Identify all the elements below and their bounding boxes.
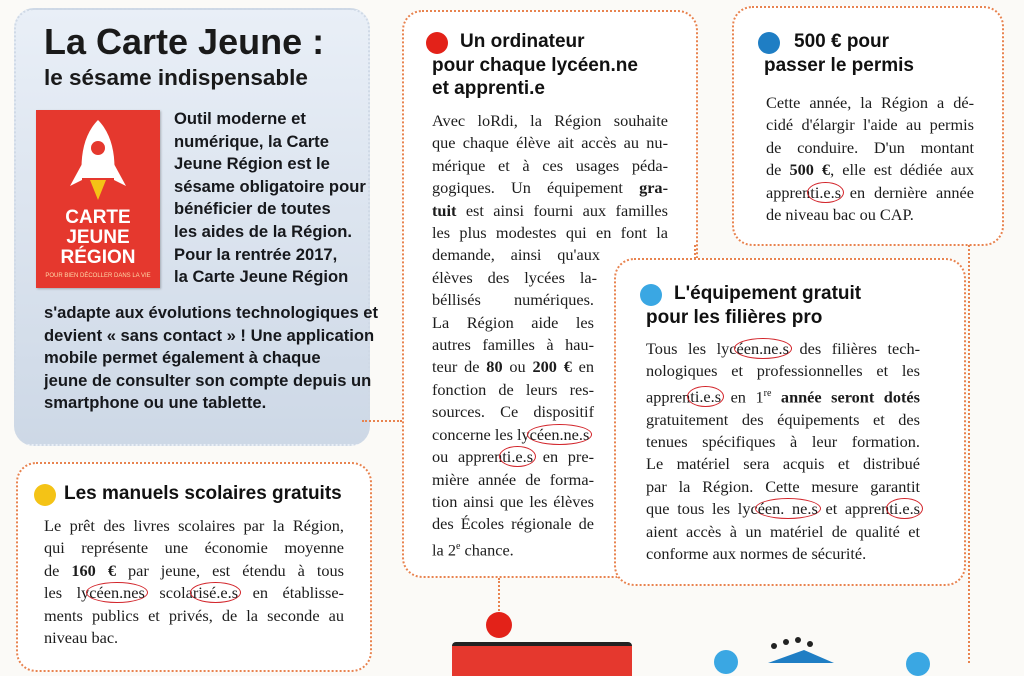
- carte-jeune-title: La Carte Jeune :: [44, 21, 325, 62]
- text-line: Tous les lycéen.ne.s des filières tech-: [646, 339, 921, 358]
- handwritten-circle: ti.e.s: [886, 498, 923, 519]
- text-line: demande, ainsi qu'aux: [432, 245, 600, 265]
- text-line: de 160 € par jeune, est étendu à tous: [44, 560, 345, 580]
- text-line: aient accès à un matériel de qualité et: [646, 521, 920, 541]
- handwritten-circle: ti.e.s: [807, 182, 844, 203]
- pro-heading: [640, 282, 861, 329]
- blue-dot-icon: [640, 284, 662, 306]
- permis-text: [766, 92, 974, 226]
- ordinateur-title-2: pour chaque lycéen.ne: [432, 55, 638, 77]
- text-line: les plus modestes qui en font la: [432, 223, 668, 243]
- text-line: par la Région. Cette mesure garantit: [646, 476, 920, 496]
- text-line: bénéficier de toutes: [174, 199, 331, 219]
- text-line: que tous les lycéen. ne.s et apprenti.e.s: [646, 498, 920, 520]
- text-line: la Carte Jeune Région: [174, 267, 349, 287]
- text-line: gogiques. Un équipement gra-: [432, 178, 668, 198]
- text-line: élèves des lycées la-: [432, 267, 597, 287]
- logo-line-3: RÉGION: [60, 247, 136, 268]
- text-line: sources. Ce dispositif: [432, 402, 594, 422]
- text-line: Avec loRdi, la Région souhaite: [432, 111, 668, 130]
- connector-line: [362, 420, 402, 422]
- pro-title-2: pour les filières pro: [646, 307, 823, 329]
- laptop-icon: [452, 642, 632, 676]
- logo-tagline: POUR BIEN DÉCOLLER DANS LA VIE: [45, 273, 151, 279]
- text-line: smartphone ou une tablette.: [44, 393, 267, 413]
- text-line: niveau bac.: [44, 628, 119, 648]
- text-line: nologiques et professionnelles et les: [646, 361, 920, 381]
- blue-dot-icon: [906, 652, 930, 676]
- text-line: de conduire. D'un montant: [766, 137, 974, 157]
- text-line: Pour la rentrée 2017,: [174, 244, 338, 264]
- pro-title-1: L'équipement gratuit: [674, 283, 862, 304]
- text-line: fonction de leurs res-: [432, 379, 594, 399]
- logo-line-1: CARTE: [65, 207, 131, 228]
- tools-icon: [764, 632, 844, 663]
- carte-jeune-text-full: [44, 302, 378, 415]
- text-line: de niveau bac ou CAP.: [766, 205, 914, 225]
- text-line: mière année de forma-: [432, 469, 594, 489]
- text-line: Jeune Région est le: [174, 154, 330, 174]
- text-line: ou apprenti.e.s en pre-: [432, 447, 594, 467]
- blue-dot-icon: [758, 32, 780, 54]
- handwritten-circle: éen. ne.s: [755, 498, 821, 519]
- red-dot-icon: [426, 32, 448, 54]
- handwritten-circle: céen.ne.s: [527, 424, 593, 445]
- pro-text: [646, 338, 920, 565]
- text-line: béllisés numériques.: [432, 290, 594, 310]
- handwritten-circle: céen.nes: [86, 582, 148, 603]
- text-line: conforme aux normes de sécurité.: [646, 544, 867, 564]
- text-line: les lycéen.nes scolarisé.e.s en établisse-: [44, 583, 344, 603]
- yellow-dot-icon: [34, 484, 56, 506]
- text-line: Cette année, la Région a dé-: [766, 93, 974, 112]
- text-line: qui représente une économie moyenne: [44, 538, 344, 558]
- red-dot-icon: [486, 612, 512, 638]
- handwritten-circle: ti.e.s: [687, 386, 724, 407]
- ordinateur-title-3: et apprenti.e: [432, 78, 545, 100]
- text-line: concerne les lycéen.ne.s: [432, 424, 600, 446]
- text-line: autres familles à hau-: [432, 335, 594, 355]
- text-line: mérique et à ces usages péda-: [432, 155, 668, 175]
- connector-line: [968, 245, 972, 663]
- text-line: des Écoles régionale de: [432, 514, 594, 534]
- text-line: apprenti.e.s en 1re année seront dotés: [646, 387, 920, 407]
- text-line: les aides de la Région.: [174, 221, 352, 241]
- handwritten-circle: ti.e.s: [499, 446, 536, 467]
- logo-line-2: JEUNE: [66, 227, 130, 248]
- text-line: devient « sans contact » ! Une application: [44, 325, 375, 345]
- ordinateur-heading: [426, 30, 638, 100]
- text-line: teur de 80 ou 200 € en: [432, 357, 595, 377]
- blue-dot-icon: [714, 650, 738, 674]
- text-line: tenues spécifiques à leur formation.: [646, 432, 920, 452]
- text-line: numérique, la Carte: [174, 131, 329, 151]
- text-line: mobile permet également à chaque: [44, 348, 321, 368]
- permis-heading: [758, 30, 914, 77]
- connector-line: [694, 245, 698, 259]
- permis-title-2: passer le permis: [764, 55, 914, 77]
- text-line: que chaque élève ait accès au nu-: [432, 133, 668, 153]
- carte-jeune-subtitle: le sésame indispensable: [44, 65, 308, 90]
- permis-title-1: 500 € pour: [794, 31, 890, 52]
- text-line: la 2e chance.: [432, 540, 514, 560]
- text-line: ments publics et privés, de la seconde au: [44, 605, 344, 625]
- text-line: La Région aide les: [432, 312, 594, 332]
- text-line: cidé d'élargir l'aide au permis: [766, 115, 974, 135]
- text-line: s'adapte aux évolutions technologiques et: [44, 303, 379, 322]
- manuels-title: Les manuels scolaires gratuits: [64, 483, 342, 504]
- text-line: gratuitement des équipements et des: [646, 409, 920, 429]
- text-line: sésame obligatoire pour: [174, 176, 366, 196]
- carte-jeune-logo: [36, 110, 160, 288]
- text-line: tion ainsi que les élèves: [432, 491, 594, 511]
- carte-jeune-text-right: [174, 108, 366, 289]
- ordinateur-title-1: Un ordinateur: [460, 31, 585, 52]
- text-line: Le prêt des livres scolaires par la Région,: [44, 516, 344, 535]
- text-line: jeune de consulter son compte depuis un: [44, 370, 372, 390]
- handwritten-circle: éen.ne.s: [734, 338, 792, 359]
- manuels-heading: [34, 482, 342, 506]
- text-line: Outil moderne et: [174, 109, 306, 128]
- text-line: de 500 €, elle est dédiée aux: [766, 160, 974, 180]
- handwritten-circle: risé.e.s: [190, 582, 241, 603]
- text-line: Le matériel sera acquis et distribué: [646, 454, 920, 474]
- manuels-text: [44, 515, 344, 649]
- text-line: tuit est ainsi fourni aux familles: [432, 200, 668, 220]
- rocket-icon: [36, 114, 160, 214]
- text-line: apprenti.e.s en dernière année: [766, 182, 974, 202]
